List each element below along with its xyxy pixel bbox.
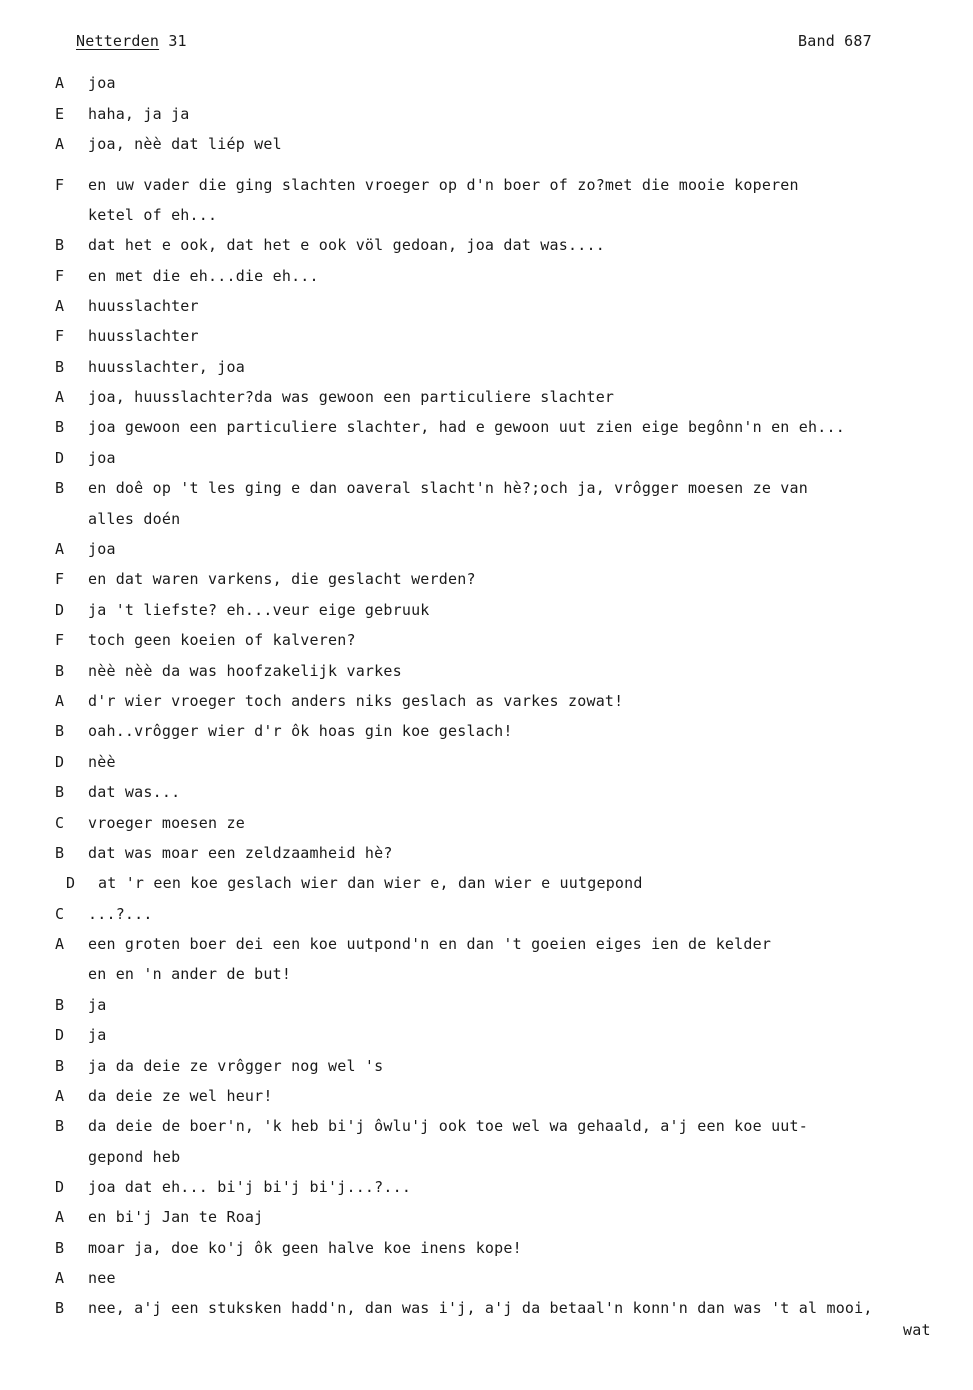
transcript-line	[0, 844, 973, 866]
speaker-label: D	[55, 449, 65, 467]
speaker-label: B	[55, 1057, 65, 1075]
line-text: huusslachter	[88, 297, 199, 315]
page-header	[0, 32, 973, 54]
transcript-line	[0, 449, 973, 471]
speaker-label: A	[55, 1208, 65, 1226]
speaker-label: F	[55, 176, 65, 194]
transcript-line	[0, 692, 973, 714]
line-text: joa, huusslachter?da was gewoon een particuliere slachter	[88, 388, 615, 406]
speaker-label: B	[55, 1299, 65, 1317]
transcript-line	[0, 1208, 973, 1230]
line-text: toch geen koeien of kalveren?	[88, 631, 356, 649]
speaker-label: B	[55, 722, 65, 740]
transcript-line	[0, 74, 973, 96]
location-number: 31	[168, 32, 187, 50]
speaker-label: A	[55, 135, 65, 153]
band-label: Band 687	[798, 32, 872, 50]
transcript-line	[0, 479, 973, 501]
transcript-line	[0, 1239, 973, 1261]
transcript-line	[0, 105, 973, 127]
transcript-line	[0, 662, 973, 684]
transcript-line	[0, 996, 973, 1018]
transcript-line	[0, 1269, 973, 1291]
line-text: nèè	[88, 753, 116, 771]
transcript-line	[0, 601, 973, 623]
speaker-label: B	[55, 783, 65, 801]
speaker-label: D	[55, 753, 65, 771]
transcript-line	[0, 753, 973, 775]
speaker-label: D	[55, 1178, 65, 1196]
transcript-line	[0, 540, 973, 562]
line-text: moar ja, doe ko'j ôk geen halve koe inens kope!	[88, 1239, 522, 1257]
speaker-label: E	[55, 105, 65, 123]
line-text: nèè nèè da was hoofzakelijk varkes	[88, 662, 402, 680]
line-text: een groten boer dei een koe uutpond'n en dan 't goeien eiges ien de kelder	[88, 935, 772, 953]
transcript-line	[0, 510, 973, 532]
speaker-label: B	[55, 418, 65, 436]
speaker-label: B	[55, 1239, 65, 1257]
line-text: d'r wier vroeger toch anders niks geslach as varkes zowat!	[88, 692, 624, 710]
speaker-label: B	[55, 996, 65, 1014]
speaker-label: B	[55, 662, 65, 680]
location-name: Netterden	[76, 32, 160, 50]
transcript-line	[0, 1117, 973, 1139]
speaker-label: B	[55, 844, 65, 862]
transcript-line	[0, 1026, 973, 1048]
line-text: ...?...	[88, 905, 153, 923]
speaker-label: A	[55, 1087, 65, 1105]
line-text: ketel of eh...	[88, 206, 218, 224]
line-text: ja	[88, 996, 107, 1014]
line-text: en uw vader die ging slachten vroeger op d'n boer of zo?met die mooie koperen	[88, 176, 799, 194]
line-text: at 'r een koe geslach wier dan wier e, dan wier e uutgepond	[98, 874, 643, 892]
speaker-label: D	[55, 601, 65, 619]
header-location	[76, 32, 187, 50]
speaker-label: B	[55, 236, 65, 254]
line-text: en dat waren varkens, die geslacht werden?	[88, 570, 476, 588]
line-text: ja	[88, 1026, 107, 1044]
line-text: da deie ze wel heur!	[88, 1087, 273, 1105]
line-text: joa	[88, 449, 116, 467]
line-text: haha, ja ja	[88, 105, 190, 123]
speaker-label: D	[55, 1026, 65, 1044]
transcript-line	[0, 935, 973, 957]
transcript-line	[0, 1299, 973, 1339]
line-text: ja da deie ze vrôgger nog wel 's	[88, 1057, 384, 1075]
speaker-label: A	[55, 692, 65, 710]
line-text: joa, nèè dat liép wel	[88, 135, 282, 153]
line-text: joa gewoon een particuliere slachter, had e gewoon uut zien eige begônn'n en eh...	[88, 418, 845, 436]
line-text: en met die eh...die eh...	[88, 267, 319, 285]
line-text: joa	[88, 540, 116, 558]
line-text: huusslachter, joa	[88, 358, 245, 376]
transcript-line	[0, 206, 973, 228]
speaker-label: A	[55, 297, 65, 315]
line-text: ja 't liefste? eh...veur eige gebruuk	[88, 601, 430, 619]
line-continuation: wat	[903, 1321, 931, 1339]
speaker-label: A	[55, 388, 65, 406]
transcript-line	[0, 1148, 973, 1170]
line-text: joa dat eh... bi'j bi'j bi'j...?...	[88, 1178, 412, 1196]
line-text: alles doén	[88, 510, 181, 528]
line-text: en bi'j Jan te Roaj	[88, 1208, 264, 1226]
transcript-line	[0, 358, 973, 380]
line-text: joa	[88, 74, 116, 92]
line-text: en en 'n ander de but!	[88, 965, 292, 983]
speaker-label: B	[55, 358, 65, 376]
transcript-line	[0, 267, 973, 289]
speaker-label: F	[55, 631, 65, 649]
line-text: gepond heb	[88, 1148, 181, 1166]
transcript-line	[0, 722, 973, 744]
speaker-label: B	[55, 1117, 65, 1135]
speaker-label: A	[55, 74, 65, 92]
speaker-label: B	[55, 479, 65, 497]
line-text: da deie de boer'n, 'k heb bi'j ôwlu'j ook toe wel wa gehaald, a'j een koe uut-	[88, 1117, 808, 1135]
transcript-line	[0, 176, 973, 198]
transcript-line	[0, 1178, 973, 1200]
transcript-line	[0, 135, 973, 157]
line-text: nee	[88, 1269, 116, 1287]
speaker-label: F	[55, 327, 65, 345]
transcript-line	[0, 388, 973, 410]
transcript-line	[0, 236, 973, 258]
line-text: en doê op 't les ging e dan oaveral slacht'n hè?;och ja, vrôgger moesen ze van	[88, 479, 808, 497]
line-text: oah..vrôgger wier d'r ôk hoas gin koe geslach!	[88, 722, 513, 740]
transcript-line	[0, 1057, 973, 1079]
speaker-label: C	[55, 814, 65, 832]
transcript-line	[0, 965, 973, 987]
speaker-label: A	[55, 540, 65, 558]
transcript-line	[0, 905, 973, 927]
line-text: dat was...	[88, 783, 181, 801]
transcript-line	[0, 783, 973, 805]
line-text: huusslachter	[88, 327, 199, 345]
speaker-label: F	[55, 570, 65, 588]
transcript-line	[0, 874, 973, 896]
transcript-line	[0, 631, 973, 653]
speaker-label: A	[55, 935, 65, 953]
speaker-label: C	[55, 905, 65, 923]
line-text: dat was moar een zeldzaamheid hè?	[88, 844, 393, 862]
transcript-line	[0, 814, 973, 836]
speaker-label: A	[55, 1269, 65, 1287]
transcript-line	[0, 570, 973, 592]
transcript-line	[0, 327, 973, 349]
line-text: vroeger moesen ze	[88, 814, 245, 832]
speaker-label: D	[66, 874, 76, 892]
transcript-line	[0, 1087, 973, 1109]
transcript-line	[0, 418, 973, 440]
line-text: nee, a'j een stuksken hadd'n, dan was i'j, a'j da betaal'n konn'n dan was 't al mooi,	[88, 1299, 873, 1317]
transcript-line	[0, 297, 973, 319]
line-text: dat het e ook, dat het e ook völ gedoan, joa dat was....	[88, 236, 605, 254]
speaker-label: F	[55, 267, 65, 285]
